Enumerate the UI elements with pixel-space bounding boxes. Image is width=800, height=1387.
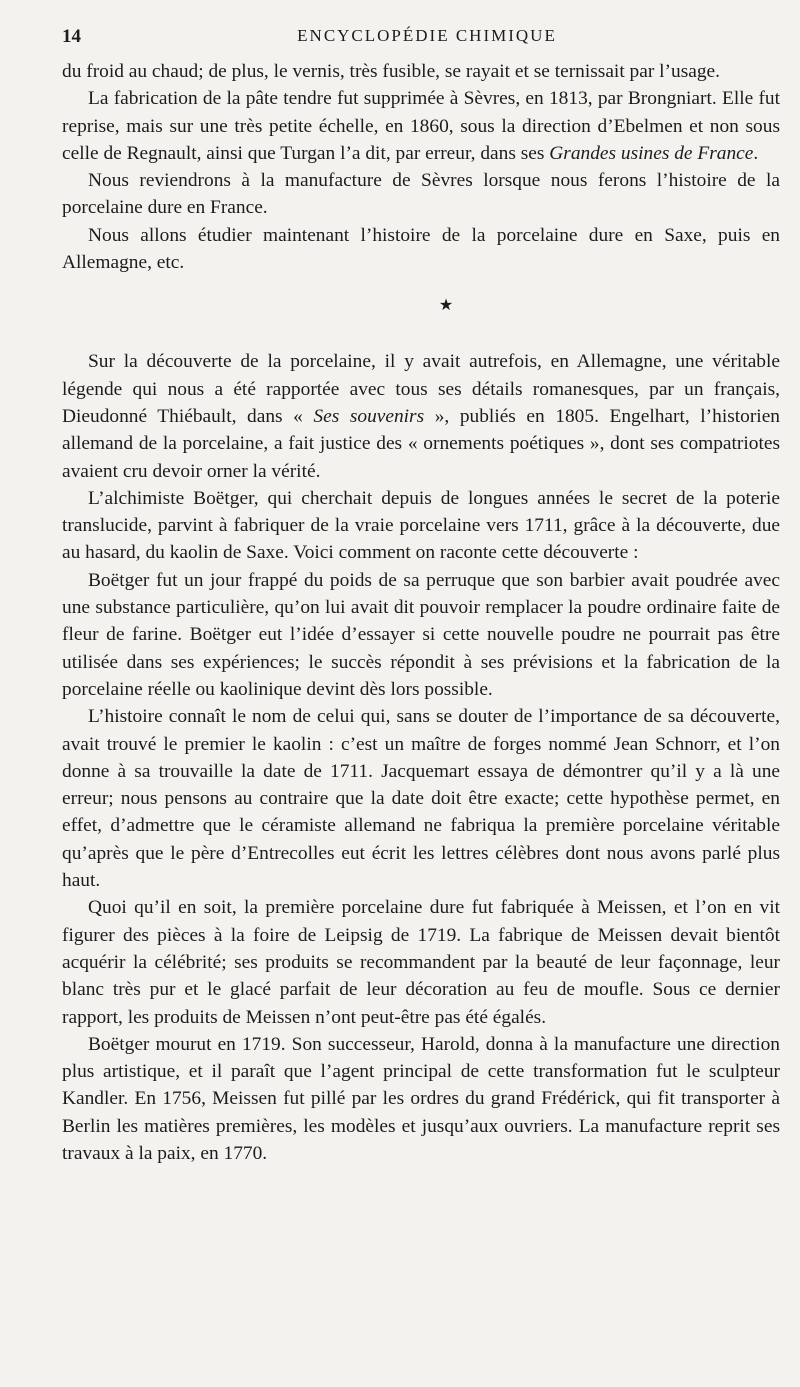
paragraph: La fabrication de la pâte tendre fut supprimée à Sèvres, en 1813, par Brongniart. Elle fut reprise, mais sur une très petite échelle, en 1860, sous la direction d’Ebelmen et non sous celle de Regnault, ainsi que Turgan l’a dit, par erreur, dans ses Grandes usines de France.	[62, 88, 780, 164]
body-text	[62, 58, 780, 1167]
paragraph: Nous allons étudier maintenant l’histoire de la porcelaine dure en Saxe, puis en Allemagne, etc.	[62, 224, 780, 274]
paragraph: L’alchimiste Boëtger, qui cherchait depuis de longues années le secret de la poterie translucide, parvint à fabriquer de la vraie porcelaine vers 1711, grâce à la découverte, due au hasard, du kaolin de Saxe. Voici comment on raconte cette découverte :	[62, 487, 780, 564]
paragraph: Quoi qu’il en soit, la première porcelaine dure fut fabriquée à Meissen, et l’on en vit figurer des pièces à la foire de Leipsig de 1719. La fabrique de Meissen devait bientôt acquérir la célébrité; ses produits se recommandent par la beauté de leur façonnage, leur blanc très pur et le glacé parfait de leur décoration au feu de moufle. Sous ce dernier rapport, les produits de Meissen n’ont peut-être pas été égalés.	[62, 897, 780, 1028]
paragraph: Nous reviendrons à la manufacture de Sèvres lorsque nous ferons l’histoire de la porcelaine dure en France.	[62, 170, 780, 219]
paragraph: Sur la découverte de la porcelaine, il y avait autrefois, en Allemagne, une véritable légende qui nous a été rapportée avec tous ses détails romanesques, par un français, Dieudonné Thiébault, dans « Ses souvenirs », publiés en 1805. Engelhart, l’historien allemand de la porcelaine, a fait justice des « ornements poétiques », dont ses compatriotes avaient cru devoir orner la vérité.	[62, 351, 780, 482]
paragraph: L’histoire connaît le nom de celui qui, sans se douter de l’importance de sa découverte, avait trouvé le premier le kaolin : c’est un maître de forges nommé Jean Schnorr, et l’on donne à sa trouvaille la date de 1711. Jacquemart essaya de démontrer qu’il y a là une erreur; nous pensons au contraire que la date doit être exacte; cette hypothèse permet, en effet, d’admettre que le céramiste allemand ne fabriqua la première porcelaine véritable qu’après que le père d’Entrecolles eut écrit les lettres célèbres dont nous avons parlé plus haut.	[62, 706, 780, 892]
paragraph: Boëtger mourut en 1719. Son successeur, Harold, donna à la manufacture une direction plus artistique, et il paraît que l’agent principal de cette transformation fut le sculpteur Kandler. En 1756, Meissen fut pillé par les ordres du grand Frédérick, qui fit transporter à Berlin les matières premières, les modèles et jusqu’aux ouvriers. La manufacture reprit ses travaux à la paix, en 1770.	[62, 1033, 780, 1164]
page-number: 14	[62, 26, 81, 47]
header-title: ENCYCLOPÉDIE CHIMIQUE	[297, 26, 557, 45]
running-head	[62, 24, 780, 52]
paragraph: du froid au chaud; de plus, le vernis, très fusible, se rayait et se ternissait par l’usage.	[62, 61, 721, 82]
book-title: Grandes usines de France	[549, 142, 754, 164]
section-ornament-star: ★	[438, 297, 454, 315]
paragraph: Boëtger fut un jour frappé du poids de sa perruque que son barbier avait poudrée avec une substance particulière, qu’on lui avait dit pouvoir remplacer la poudre ordinaire faite de fleur de farine. Boëtger eut l’idée d’essayer si cette nouvelle poudre ne pourrait pas être utilisée dans ses expériences; le succès répondit à ses prévisions et la fabrication de la porcelaine réelle ou kaolinique devint dès lors possible.	[62, 569, 780, 700]
book-title: Ses souvenirs	[313, 405, 425, 427]
